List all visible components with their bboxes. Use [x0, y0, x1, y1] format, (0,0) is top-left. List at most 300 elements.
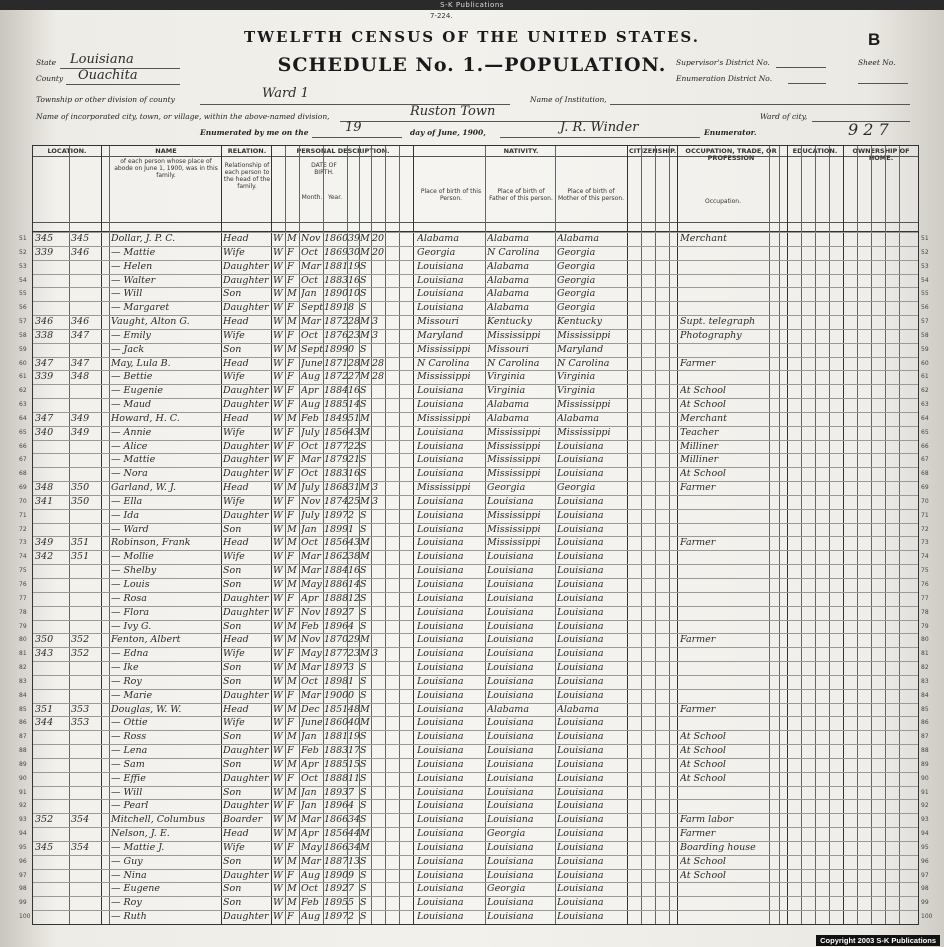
- county-label: County: [36, 74, 64, 83]
- birth-month: Aug: [301, 371, 321, 383]
- age: 1: [348, 523, 355, 535]
- color: W: [273, 537, 283, 549]
- color: W: [273, 329, 283, 341]
- age: 21: [348, 454, 360, 466]
- birth-month: Feb: [301, 745, 319, 757]
- township-value: Ward 1: [262, 86, 309, 101]
- line-number: 55: [19, 290, 27, 298]
- color: W: [273, 274, 283, 286]
- sex: M: [287, 634, 297, 646]
- marital-status: S: [360, 579, 367, 590]
- dwelling-number: 349: [35, 537, 54, 549]
- line-number-right: 97: [921, 871, 929, 879]
- color: W: [273, 565, 283, 577]
- sex: F: [287, 440, 294, 452]
- sheet-letter: B: [868, 30, 881, 49]
- birth-year: 1897: [324, 509, 348, 521]
- family-number: 349: [71, 412, 90, 424]
- relation: Wife: [223, 426, 245, 438]
- sex: F: [287, 426, 294, 438]
- age: 30: [348, 246, 360, 258]
- sex: M: [287, 565, 297, 577]
- occupation: At School: [680, 468, 726, 480]
- birth-month: May: [301, 648, 322, 660]
- birthplace: Louisiana: [417, 274, 464, 286]
- occupation: At School: [680, 855, 726, 867]
- sex: M: [287, 731, 297, 743]
- color: W: [273, 703, 283, 715]
- birth-month: Oct: [301, 274, 318, 286]
- father-birthplace: Louisiana: [487, 786, 534, 798]
- birth-month: Jan: [301, 800, 317, 812]
- birthplace: Louisiana: [417, 385, 464, 397]
- sex: F: [287, 260, 294, 272]
- father-birthplace: Mississippi: [487, 523, 541, 535]
- person-name: — Walter: [111, 274, 156, 286]
- birth-year: 1890: [324, 288, 348, 300]
- line-number: 80: [19, 636, 27, 644]
- father-birthplace: Mississippi: [487, 537, 541, 549]
- sex: M: [287, 703, 297, 715]
- marital-status: S: [360, 620, 367, 632]
- family-number: 349: [71, 426, 90, 438]
- birth-year: 1849: [324, 412, 348, 424]
- mother-birthplace: Louisiana: [557, 800, 604, 812]
- dwelling-number: 339: [35, 246, 54, 258]
- line-number-right: 98: [921, 885, 929, 893]
- birth-year: 1881: [324, 731, 348, 743]
- birth-month: Nov: [301, 233, 321, 244]
- father-birthplace: Louisiana: [487, 662, 534, 674]
- occupation: Farmer: [680, 703, 716, 715]
- col-pob-person: Place of birth of this Person.: [420, 188, 482, 202]
- birth-year: 1883: [324, 274, 348, 286]
- birth-year: 1899: [324, 523, 348, 535]
- occupation: Teacher: [680, 426, 719, 438]
- birthplace: Louisiana: [417, 745, 464, 757]
- color: W: [273, 786, 283, 798]
- person-name: — Mattie J.: [111, 841, 165, 853]
- person-name: — Ivy G.: [111, 620, 152, 632]
- line-number: 73: [19, 539, 27, 547]
- mother-birthplace: Louisiana: [557, 592, 604, 604]
- sex: M: [287, 897, 297, 909]
- line-number-right: 75: [921, 567, 929, 575]
- relation: Son: [223, 675, 242, 687]
- age: 19: [348, 731, 360, 743]
- dwelling-number: 341: [35, 495, 54, 507]
- mother-birthplace: Virginia: [557, 371, 596, 383]
- birth-month: Apr: [301, 828, 319, 840]
- sex: F: [287, 869, 294, 881]
- father-birthplace: Mississippi: [487, 329, 541, 341]
- family-number: 350: [71, 495, 90, 507]
- person-name: — Guy: [111, 855, 143, 867]
- sheet-no-label: Sheet No.: [858, 58, 896, 67]
- father-birthplace: Virginia: [487, 371, 526, 383]
- sex: F: [287, 399, 294, 411]
- line-number: 56: [19, 304, 27, 312]
- header-rule-1: [33, 156, 918, 157]
- sex: F: [287, 357, 294, 369]
- relation: Head: [223, 703, 249, 715]
- years-married: 3: [372, 495, 379, 507]
- birth-month: Sept: [301, 343, 323, 355]
- birthplace: Georgia: [417, 246, 456, 258]
- birth-year: 1898: [324, 675, 348, 687]
- line-number-right: 74: [921, 553, 929, 561]
- day-line: [312, 137, 402, 138]
- birthplace: Louisiana: [417, 509, 464, 521]
- marital-status: S: [360, 385, 367, 397]
- birthplace: N Carolina: [417, 357, 470, 369]
- occupation: Farmer: [680, 482, 716, 494]
- person-name: — Pearl: [111, 800, 149, 812]
- father-birthplace: Mississippi: [487, 454, 541, 466]
- marital-status: S: [360, 869, 367, 881]
- mother-birthplace: Louisiana: [557, 606, 604, 618]
- line-number-right: 91: [921, 788, 929, 796]
- person-name: — Shelby: [111, 565, 157, 577]
- age: 2: [348, 509, 355, 521]
- family-number: 346: [71, 316, 90, 328]
- line-number: 99: [19, 899, 27, 907]
- family-number: 351: [71, 537, 90, 549]
- age: 4: [348, 800, 355, 812]
- birth-month: Feb: [301, 897, 319, 909]
- marital-status: S: [360, 565, 367, 577]
- father-birthplace: Louisiana: [487, 758, 534, 770]
- color: W: [273, 814, 283, 826]
- father-birthplace: Alabama: [487, 302, 529, 314]
- father-birthplace: Alabama: [487, 260, 529, 272]
- state-label: State: [36, 58, 57, 67]
- marital-status: S: [360, 772, 367, 784]
- sex: M: [287, 233, 297, 244]
- marital-status: S: [360, 343, 367, 355]
- line-number-right: 51: [921, 235, 929, 242]
- birth-year: 1877: [324, 440, 348, 452]
- line-number-right: 52: [921, 248, 929, 256]
- marital-status: S: [360, 911, 367, 923]
- father-birthplace: Alabama: [487, 233, 529, 244]
- color: W: [273, 412, 283, 424]
- sex: M: [287, 786, 297, 798]
- marital-status: M: [360, 828, 370, 840]
- relation: Wife: [223, 246, 245, 258]
- person-name: — Edna: [111, 648, 149, 660]
- mother-birthplace: Alabama: [557, 412, 599, 424]
- father-birthplace: Louisiana: [487, 745, 534, 757]
- color: W: [273, 675, 283, 687]
- line-number-right: 71: [921, 511, 929, 519]
- dwelling-number: 342: [35, 551, 54, 563]
- sex: F: [287, 329, 294, 341]
- birth-year: 1862: [324, 551, 348, 563]
- father-birthplace: Louisiana: [487, 620, 534, 632]
- father-birthplace: Mississippi: [487, 426, 541, 438]
- age: 34: [348, 814, 360, 826]
- age: 5: [348, 897, 355, 909]
- census-title: TWELFTH CENSUS OF THE UNITED STATES.: [244, 28, 700, 46]
- sex: F: [287, 800, 294, 812]
- relation: Daughter: [223, 606, 269, 618]
- birth-year: 1872: [324, 316, 348, 328]
- line-number: 79: [19, 622, 27, 630]
- relation: Boarder: [223, 814, 263, 826]
- person-name: — Ross: [111, 731, 147, 743]
- line-number: 94: [19, 830, 27, 838]
- birthplace: Louisiana: [417, 579, 464, 590]
- person-name: — Ike: [111, 662, 139, 674]
- mother-birthplace: Mississippi: [557, 329, 611, 341]
- dwelling-number: 343: [35, 648, 54, 660]
- age: 28: [348, 357, 360, 369]
- relation: Head: [223, 828, 249, 840]
- age: 12: [348, 592, 360, 604]
- birthplace: Louisiana: [417, 454, 464, 466]
- father-birthplace: Georgia: [487, 828, 526, 840]
- dwelling-number: 339: [35, 371, 54, 383]
- sex: F: [287, 371, 294, 383]
- color: W: [273, 869, 283, 881]
- line-number-right: 85: [921, 705, 929, 713]
- line-number: 91: [19, 788, 27, 796]
- marital-status: M: [360, 648, 370, 660]
- col-occupation: OCCUPATION, TRADE, OR PROFESSION: [685, 147, 777, 162]
- sex: F: [287, 745, 294, 757]
- father-birthplace: Louisiana: [487, 565, 534, 577]
- color: W: [273, 758, 283, 770]
- sex: M: [287, 412, 297, 424]
- age: 10: [348, 288, 360, 300]
- color: W: [273, 468, 283, 480]
- birth-month: Sept: [301, 302, 323, 314]
- sex: F: [287, 246, 294, 258]
- line-number-right: 73: [921, 539, 929, 547]
- line-number: 66: [19, 442, 27, 450]
- occupation: Milliner: [680, 454, 719, 466]
- marital-status: S: [360, 606, 367, 618]
- mother-birthplace: Virginia: [557, 385, 596, 397]
- family-number: 348: [71, 371, 90, 383]
- years-married: 20: [372, 246, 385, 258]
- line-number: 51: [19, 235, 27, 242]
- relation: Son: [223, 579, 242, 590]
- sex: M: [287, 828, 297, 840]
- birthplace: Louisiana: [417, 841, 464, 853]
- color: W: [273, 800, 283, 812]
- occupation: At School: [680, 745, 726, 757]
- father-birthplace: Louisiana: [487, 911, 534, 923]
- sex: F: [287, 717, 294, 729]
- person-name: — Alice: [111, 440, 148, 452]
- line-number-right: 86: [921, 719, 929, 727]
- institution-line: [610, 104, 910, 105]
- person-name: Robinson, Frank: [111, 537, 191, 549]
- father-birthplace: Louisiana: [487, 855, 534, 867]
- line-number: 78: [19, 608, 27, 616]
- father-birthplace: Louisiana: [487, 869, 534, 881]
- birth-month: Aug: [301, 911, 321, 923]
- header-rule-2: [33, 222, 918, 223]
- marital-status: S: [360, 260, 367, 272]
- relation: Son: [223, 786, 242, 798]
- sex: M: [287, 620, 297, 632]
- sex: M: [287, 537, 297, 549]
- color: W: [273, 357, 283, 369]
- sex: F: [287, 551, 294, 563]
- relation: Daughter: [223, 911, 269, 923]
- ward-line: [812, 121, 910, 122]
- color: W: [273, 579, 283, 590]
- birth-month: Jan: [301, 523, 317, 535]
- mother-birthplace: Georgia: [557, 246, 596, 258]
- occupation: At School: [680, 772, 726, 784]
- birthplace: Louisiana: [417, 800, 464, 812]
- mother-birthplace: Louisiana: [557, 883, 604, 895]
- color: W: [273, 745, 283, 757]
- marital-status: M: [360, 233, 370, 244]
- sex: M: [287, 579, 297, 590]
- marital-status: S: [360, 883, 367, 895]
- birth-month: Mar: [301, 551, 321, 563]
- color: W: [273, 426, 283, 438]
- mother-birthplace: Mississippi: [557, 399, 611, 411]
- birth-month: Jan: [301, 786, 317, 798]
- birth-year: 1897: [324, 662, 348, 674]
- age: 44: [348, 828, 360, 840]
- mother-birthplace: Louisiana: [557, 758, 604, 770]
- marital-status: S: [360, 731, 367, 743]
- person-name: — Bettie: [111, 371, 153, 383]
- color: W: [273, 482, 283, 494]
- birth-month: Jan: [301, 288, 317, 300]
- color: W: [273, 689, 283, 701]
- color: W: [273, 302, 283, 314]
- age: 4: [348, 620, 355, 632]
- line-number: 93: [19, 816, 27, 824]
- birth-month: Nov: [301, 495, 321, 507]
- person-name: — Annie: [111, 426, 152, 438]
- birthplace: Louisiana: [417, 592, 464, 604]
- birth-year: 1870: [324, 634, 348, 646]
- birthplace: Louisiana: [417, 537, 464, 549]
- father-birthplace: Mississippi: [487, 440, 541, 452]
- birth-year: 1884: [324, 385, 348, 397]
- relation: Wife: [223, 648, 245, 660]
- father-birthplace: Kentucky: [487, 316, 532, 328]
- relation: Daughter: [223, 468, 269, 480]
- family-number: 353: [71, 717, 90, 729]
- father-birthplace: Georgia: [487, 482, 526, 494]
- mother-birthplace: Louisiana: [557, 662, 604, 674]
- birth-month: Oct: [301, 329, 318, 341]
- marital-status: M: [360, 841, 370, 853]
- mother-birthplace: Alabama: [557, 233, 599, 244]
- marital-status: S: [360, 800, 367, 812]
- father-birthplace: Louisiana: [487, 579, 534, 590]
- birth-month: Mar: [301, 689, 321, 701]
- sex: F: [287, 509, 294, 521]
- sex: F: [287, 274, 294, 286]
- age: 27: [348, 371, 360, 383]
- mother-birthplace: Louisiana: [557, 745, 604, 757]
- color: W: [273, 399, 283, 411]
- family-number: 352: [71, 648, 90, 660]
- publisher-banner: S-K Publications: [0, 0, 944, 10]
- birth-year: 1871: [324, 357, 348, 369]
- sex: M: [287, 482, 297, 494]
- father-birthplace: Louisiana: [487, 606, 534, 618]
- dwelling-number: 351: [35, 703, 54, 715]
- enumerated-label: Enumerated by me on the: [200, 128, 309, 137]
- person-name: Douglas, W. W.: [111, 703, 182, 715]
- col-personal: PERSONAL DESCRIPTION.: [296, 147, 390, 155]
- marital-status: S: [360, 897, 367, 909]
- mother-birthplace: Georgia: [557, 288, 596, 300]
- birth-year: 1883: [324, 745, 348, 757]
- person-name: Garland, W. J.: [111, 482, 176, 494]
- marital-status: M: [360, 537, 370, 549]
- sex: M: [287, 523, 297, 535]
- marital-status: S: [360, 814, 367, 826]
- supervisor-line: [776, 67, 826, 68]
- birth-month: July: [301, 482, 320, 494]
- marital-status: M: [360, 703, 370, 715]
- county-line: [66, 84, 180, 85]
- family-number: 347: [71, 329, 90, 341]
- birthplace: Louisiana: [417, 772, 464, 784]
- mother-birthplace: Georgia: [557, 274, 596, 286]
- line-number-right: 72: [921, 525, 929, 533]
- age: 25: [348, 495, 360, 507]
- color: W: [273, 620, 283, 632]
- birthplace: Louisiana: [417, 288, 464, 300]
- line-number: 71: [19, 511, 27, 519]
- line-number-right: 65: [921, 428, 929, 436]
- person-name: — Mattie: [111, 454, 156, 466]
- mother-birthplace: Louisiana: [557, 786, 604, 798]
- col-education: EDUCATION.: [792, 147, 838, 155]
- person-name: — Ruth: [111, 911, 147, 923]
- mother-birthplace: Louisiana: [557, 468, 604, 480]
- age: 8: [348, 302, 355, 314]
- birthplace: Mississippi: [417, 482, 471, 494]
- line-number-right: 59: [921, 345, 929, 353]
- line-number-right: 76: [921, 581, 929, 588]
- birthplace: Louisiana: [417, 648, 464, 660]
- occupation: At School: [680, 731, 726, 743]
- birthplace: Louisiana: [417, 551, 464, 563]
- color: W: [273, 440, 283, 452]
- dwelling-number: 350: [35, 634, 54, 646]
- sex: F: [287, 302, 294, 314]
- line-number-right: 81: [921, 650, 929, 658]
- relation: Son: [223, 855, 242, 867]
- father-birthplace: Alabama: [487, 288, 529, 300]
- line-number-right: 87: [921, 733, 929, 741]
- person-name: — Ella: [111, 495, 143, 507]
- col-nativity: NATIVITY.: [503, 147, 539, 155]
- family-number: 347: [71, 357, 90, 369]
- line-number: 90: [19, 774, 27, 782]
- mother-birthplace: Kentucky: [557, 316, 602, 328]
- person-name: — Nora: [111, 468, 148, 480]
- line-number-right: 62: [921, 387, 929, 395]
- birthplace: Louisiana: [417, 302, 464, 314]
- family-number: 346: [71, 246, 90, 258]
